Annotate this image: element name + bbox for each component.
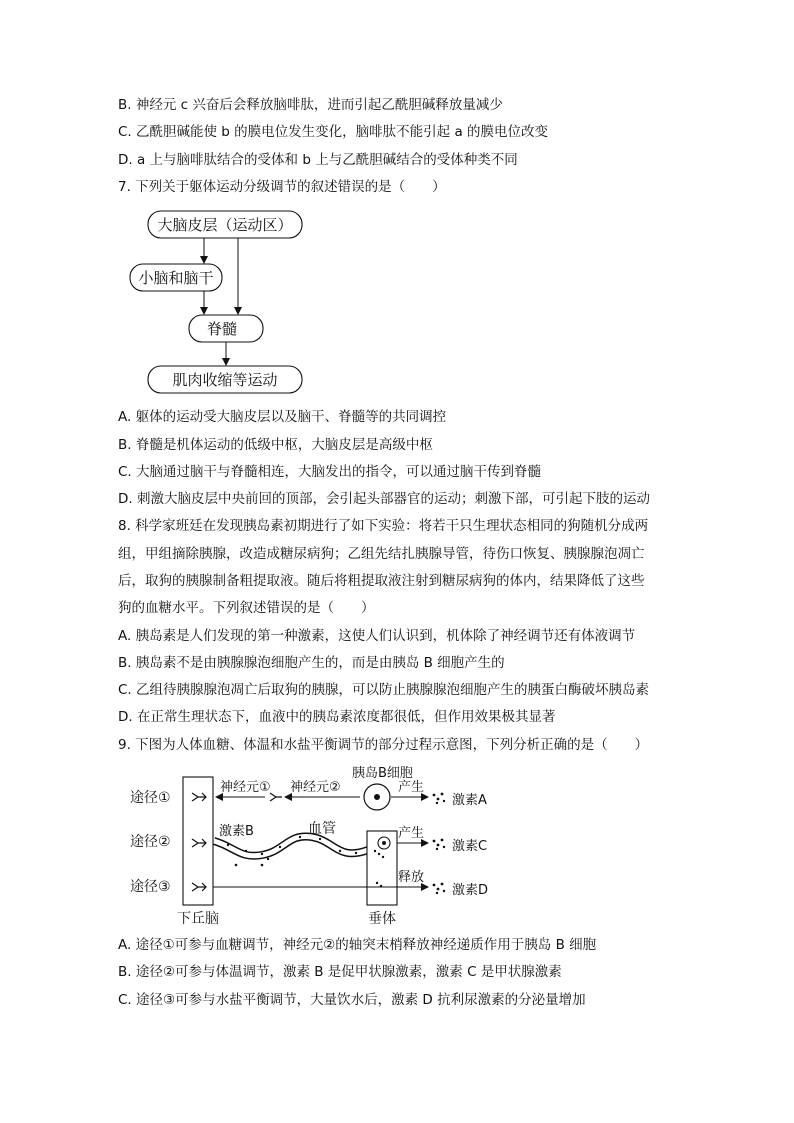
vessel-label: 血管	[308, 821, 336, 837]
produce2-label: 产生	[398, 826, 425, 841]
hypothalamus-box	[183, 777, 213, 905]
hormone-a-label: 激素A	[452, 793, 487, 808]
q6-option-c: C. 乙酰胆碱能使 b 的膜电位发生变化，脑啡肽不能引起 a 的膜电位改变	[118, 124, 549, 140]
q9-stem: 9. 下图为人体血糖、体温和水盐平衡调节的部分过程示意图，下列分析正确的是（ ）	[118, 737, 649, 753]
q8-stem-line1: 8. 科学家班廷在发现胰岛素初期进行了如下实验：将若干只生理状态相同的狗随机分成两	[118, 518, 649, 534]
release-label: 释放	[398, 870, 425, 885]
q9-option-a: A. 途径①可参与血糖调节，神经元②的轴突末梢释放神经递质作用于胰岛 B 细胞	[118, 937, 597, 953]
regulation-pathway-diagram	[0, 755, 794, 935]
q7-option-a: A. 躯体的运动受大脑皮层以及脑干、脊髓等的共同调控	[118, 409, 447, 425]
q9-option-c: C. 途径③可参与水盐平衡调节，大量饮水后，激素 D 抗利尿激素的分泌量增加	[118, 992, 586, 1008]
cerebellum-label: 小脑和脑干	[138, 269, 214, 287]
q8-option-d: D. 在正常生理状态下，血液中的胰岛素浓度都很低，但作用效果极其显著	[118, 709, 556, 725]
q7-stem: 7. 下列关于躯体运动分级调节的叙述错误的是（ ）	[118, 179, 446, 195]
q8-option-a: A. 胰岛素是人们发现的第一种激素，这使人们认识到，机体除了神经调节还有体液调节	[118, 628, 636, 644]
neuron2-label: 神经元②	[290, 780, 341, 795]
hormone-b-label: 激素B	[219, 824, 254, 839]
hormone-d-label: 激素D	[452, 883, 489, 898]
q8-option-c: C. 乙组待胰腺腺泡凋亡后取狗的胰腺，可以防止胰腺腺泡细胞产生的胰蛋白酶破坏胰岛素	[118, 682, 650, 698]
q8-option-b: B. 胰岛素不是由胰腺腺泡细胞产生的，而是由胰岛 B 细胞产生的	[118, 655, 505, 671]
spinal-label: 脊髓	[206, 320, 238, 338]
hormone-c-label: 激素C	[452, 839, 488, 854]
motor-control-diagram	[0, 0, 794, 410]
q8-stem-line3: 后，取狗的胰腺制备粗提取液。随后将粗提取液注射到糖尿病狗的体内，结果降低了这些	[118, 573, 645, 589]
path3-label: 途径③	[130, 879, 171, 895]
q9-option-b: B. 途径②可参与体温调节，激素 B 是促甲状腺激素，激素 C 是甲状腺激素	[118, 964, 562, 980]
q7-option-d: D. 刺激大脑皮层中央前回的顶部，会引起头部器官的运动；刺激下部，可引起下肢的运动	[118, 491, 650, 507]
muscle-label: 肌肉收缩等运动	[172, 371, 278, 389]
pituitary-label: 垂体	[368, 911, 396, 927]
hypothalamus-label: 下丘脑	[177, 911, 219, 927]
neuron1-label: 神经元①	[220, 780, 271, 795]
path2-label: 途径②	[130, 834, 171, 850]
cortex-label: 大脑皮层（运动区）	[157, 216, 293, 234]
islet-b-label: 胰岛B细胞	[352, 766, 413, 781]
q8-stem-line4: 狗的血糖水平。下列叙述错误的是（ ）	[118, 600, 375, 616]
q7-option-b: B. 脊髓是机体运动的低级中枢，大脑皮层是高级中枢	[118, 437, 433, 453]
produce1-label: 产生	[398, 780, 425, 795]
path1-label: 途径①	[130, 790, 171, 806]
q6-option-d: D. a 上与脑啡肽结合的受体和 b 上与乙酰胆碱结合的受体种类不同	[118, 152, 518, 168]
q6-option-b: B. 神经元 c 兴奋后会释放脑啡肽，进而引起乙酰胆碱释放量减少	[118, 97, 503, 113]
q7-option-c: C. 大脑通过脑干与脊髓相连，大脑发出的指令，可以通过脑干传到脊髓	[118, 464, 542, 480]
q8-stem-line2: 组，甲组摘除胰腺，改造成糖尿病狗；乙组先结扎胰腺导管，待伤口恢复、胰腺腺泡凋亡	[118, 546, 645, 562]
